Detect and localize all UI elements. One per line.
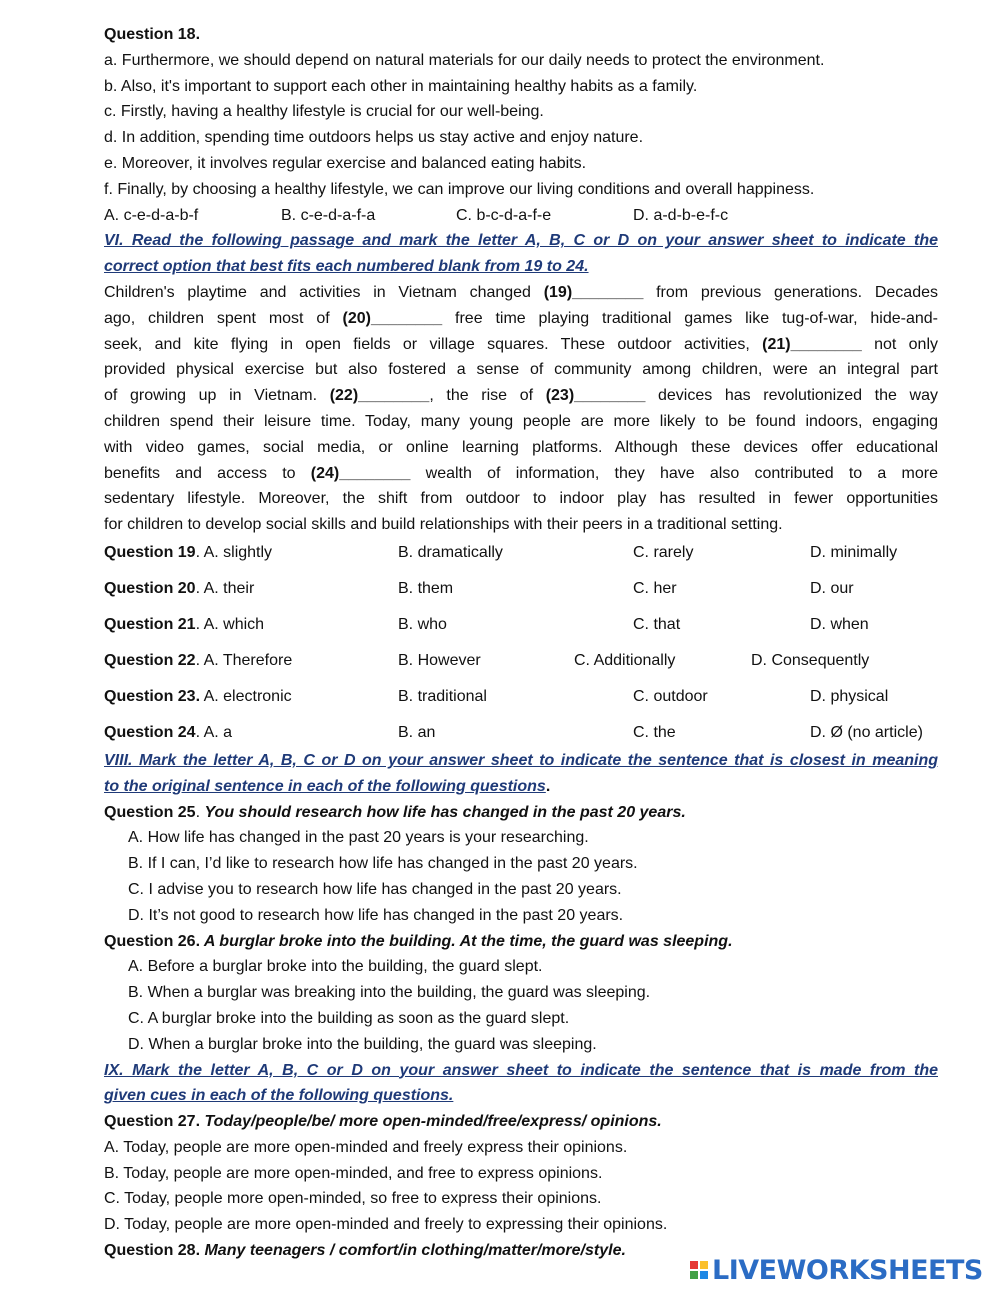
q25-option-b[interactable]: B. If I can, I’d like to research how life has changed in the past 20 years. (128, 855, 638, 873)
q20-option-d[interactable]: D. our (810, 579, 854, 597)
passage-line-4: provided physical exercise but also fostered a sense of community among children, were an integral part (104, 361, 938, 379)
q22-option-b[interactable]: B. However (398, 651, 481, 669)
section-9-header-line-2: given cues in each of the following questions. (104, 1087, 454, 1105)
q26-option-a[interactable]: A. Before a burglar broke into the building, the guard slept. (128, 958, 543, 976)
q21-option-b[interactable]: B. who (398, 615, 447, 633)
question-27-title: Question 27. Today/people/be/ more open-minded/free/express/ opinions. (104, 1113, 662, 1131)
q22-option-d[interactable]: D. Consequently (751, 651, 870, 669)
q18-line-f: f. Finally, by choosing a healthy lifestyle, we can improve our living conditions and overall happiness. (104, 180, 815, 198)
q19-option-d[interactable]: D. minimally (810, 543, 898, 561)
q19-option-b[interactable]: B. dramatically (398, 543, 503, 561)
q24-option-c[interactable]: C. the (633, 723, 676, 741)
q24-option-b[interactable]: B. an (398, 723, 436, 741)
q19-option-a[interactable]: . A. slightly (195, 543, 273, 561)
question-24-row: Question 24. A. a B. an C. the D. Ø (no article) (104, 722, 938, 748)
q24-option-a[interactable]: . A. a (195, 723, 233, 741)
passage (104, 280, 938, 538)
q23-option-b[interactable]: B. traditional (398, 687, 487, 705)
q18-line-c: c. Firstly, having a healthy lifestyle is crucial for our well-being. (104, 103, 544, 121)
passage-line-10: for children to develop social skills and build relationships with their peers in a traditional setting. (104, 516, 783, 534)
q19-option-c[interactable]: C. rarely (633, 543, 694, 561)
q18-option-c[interactable]: C. b-c-d-a-f-e (456, 206, 552, 224)
q27-option-c[interactable]: C. Today, people more open-minded, so free to express their opinions. (104, 1190, 602, 1208)
section-8-header-line-2: to the original sentence in each of the following questions. (104, 777, 551, 795)
blank-19[interactable]: (19)________ (543, 283, 644, 301)
section-8-header-line-1: VIII. Mark the letter A, B, C or D on your answer sheet to indicate the sentence that is closest in meaning (104, 751, 938, 769)
question-23-row: Question 23. A. electronic B. traditional C. outdoor D. physical (104, 686, 938, 722)
q24-option-d[interactable]: D. Ø (no article) (810, 723, 923, 741)
question-28-title: Question 28. Many teenagers / comfort/in clothing/matter/more/style. (104, 1242, 626, 1260)
section-9-header-line-1: IX. Mark the letter A, B, C or D on your answer sheet to indicate the sentence that is made from the (104, 1061, 938, 1079)
q27-option-d[interactable]: D. Today, people are more open-minded and freely to expressing their opinions. (104, 1216, 668, 1234)
question-18-title: Question 18. (104, 26, 201, 43)
mcq-19-24 (104, 542, 938, 748)
q23-option-a[interactable]: A. electronic (200, 687, 292, 705)
question-26-title: Question 26. A burglar broke into the building. At the time, the guard was sleeping. (104, 932, 733, 950)
question-22-row: Question 22. A. Therefore B. However C. Additionally D. Consequently (104, 650, 938, 686)
q21-option-a[interactable]: . A. which (195, 615, 265, 633)
blank-20[interactable]: (20)________ (342, 309, 443, 327)
q18-line-e: e. Moreover, it involves regular exercise and balanced eating habits. (104, 154, 587, 172)
passage-line-3: seek, and kite flying in open fields or village squares. These outdoor activities, (21)________ not only (104, 335, 939, 353)
passage-line-9: sedentary lifestyle. Moreover, the shift from outdoor to indoor play has resulted in fewer opportunities (104, 490, 938, 508)
passage-line-1: Children's playtime and activities in Vietnam changed (19)________ from previous generations. Decades (104, 283, 938, 301)
q20-option-b[interactable]: B. them (398, 579, 454, 597)
q26-option-c[interactable]: C. A burglar broke into the building as soon as the guard slept. (128, 1009, 570, 1027)
passage-line-2: ago, children spent most of (20)________ free time playing traditional games like tug-of-war, hide-and- (104, 309, 939, 327)
q18-options (104, 203, 938, 229)
q22-option-a[interactable]: . A. Therefore (195, 651, 293, 669)
q20-option-a[interactable]: . A. their (195, 579, 255, 597)
q20-option-c[interactable]: C. her (633, 579, 677, 597)
passage-line-7: with video games, social media, or online learning platforms. Although these devices offer educational (104, 438, 938, 456)
logo-squares-icon (690, 1261, 708, 1279)
liveworksheets-logo[interactable] (690, 1255, 983, 1285)
q23-option-d[interactable]: D. physical (810, 687, 889, 705)
section-6-header-line-1: VI. Read the following passage and mark the letter A, B, C or D on your answer sheet to indicate the (104, 232, 938, 250)
q22-option-c[interactable]: C. Additionally (574, 651, 676, 669)
question-25-title: Question 25. You should research how life has changed in the past 20 years. (104, 803, 686, 821)
q18-option-d[interactable]: D. a-d-b-e-f-c (633, 206, 729, 224)
q23-option-c[interactable]: C. outdoor (633, 687, 708, 705)
logo-text: LIVEWORKSHEETS (712, 1254, 983, 1286)
blank-24[interactable]: (24)________ (310, 464, 411, 482)
q18-line-b: b. Also, it's important to support each other in maintaining healthy habits as a family. (104, 77, 698, 95)
q27-option-a[interactable]: A. Today, people are more open-minded and freely express their opinions. (104, 1138, 628, 1156)
q25-option-d[interactable]: D. It’s not good to research how life has changed in the past 20 years. (128, 906, 624, 924)
q21-option-c[interactable]: C. that (633, 615, 681, 633)
q18-line-a: a. Furthermore, we should depend on natural materials for our daily needs to protect the environment. (104, 51, 825, 69)
q26-option-b[interactable]: B. When a burglar was breaking into the building, the guard was sleeping. (128, 984, 651, 1002)
section-6-header-line-2: correct option that best fits each numbered blank from 19 to 24. (104, 258, 589, 276)
blank-22[interactable]: (22)________ (329, 387, 430, 405)
question-20-row: Question 20. A. their B. them C. her D. our (104, 578, 938, 614)
q27-option-b[interactable]: B. Today, people are more open-minded, and free to express opinions. (104, 1164, 603, 1182)
q25-option-c[interactable]: C. I advise you to research how life has changed in the past 20 years. (128, 880, 622, 898)
worksheet-page (104, 22, 938, 1264)
passage-line-8: benefits and access to (24)________ wealth of information, they have also contributed to a more (104, 464, 939, 482)
q18-option-a[interactable]: A. c-e-d-a-b-f (104, 206, 199, 224)
q21-option-d[interactable]: D. when (810, 615, 869, 633)
question-21-row: Question 21. A. which B. who C. that D. when (104, 614, 938, 650)
q18-option-b[interactable]: B. c-e-d-a-f-a (281, 206, 376, 224)
q25-option-a[interactable]: A. How life has changed in the past 20 years is your researching. (128, 829, 589, 847)
passage-line-5: of growing up in Vietnam. (22)________, the rise of (23)________ devices has revolutionized the way (104, 387, 939, 405)
blank-23[interactable]: (23)________ (545, 387, 646, 405)
q18-line-d: d. In addition, spending time outdoors helps us stay active and enjoy nature. (104, 129, 644, 147)
blank-21[interactable]: (21)________ (762, 335, 862, 353)
q26-option-d[interactable]: D. When a burglar broke into the building, the guard was sleeping. (128, 1035, 597, 1053)
question-19-row: Question 19. A. slightly B. dramatically C. rarely D. minimally (104, 542, 938, 578)
passage-line-6: children spend their leisure time. Today, many young people are more likely to be found indoors, engaging (104, 412, 938, 430)
